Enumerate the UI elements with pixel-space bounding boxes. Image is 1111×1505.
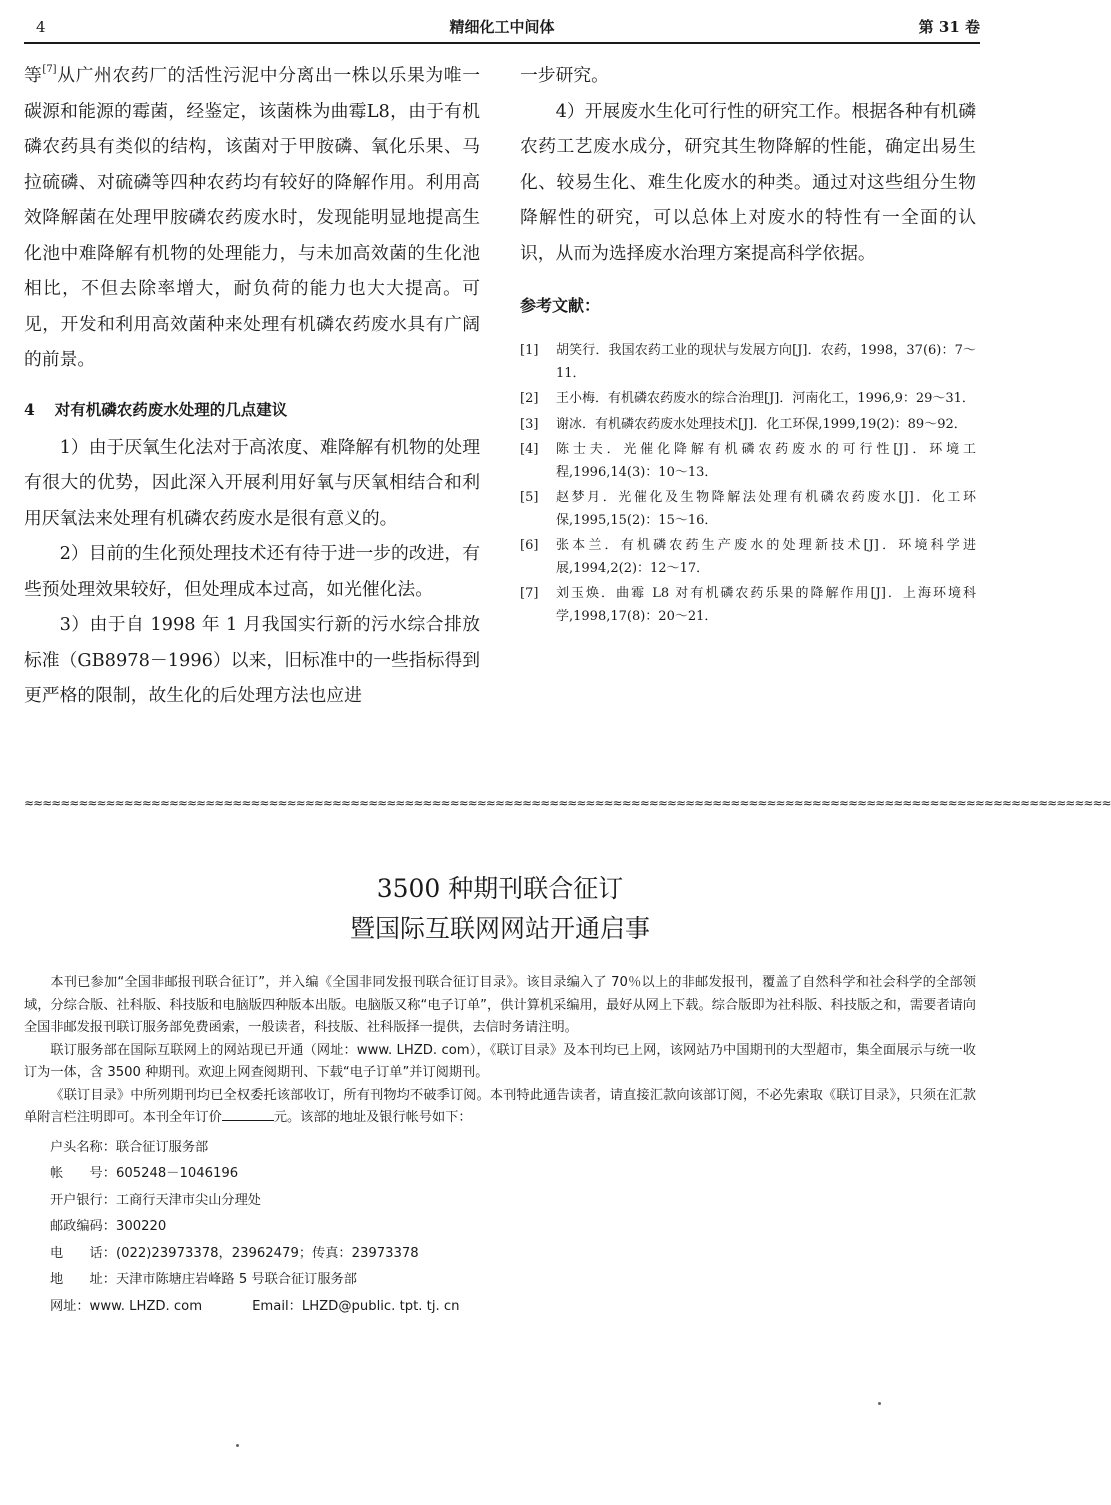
notice-paragraph-3 xyxy=(24,1085,976,1130)
address-row xyxy=(50,1267,976,1294)
reference-text: 赵梦月．光催化及生物降解法处理有机磷农药废水[J]．化工环保,1995,15(2)：15～16． xyxy=(556,490,976,528)
reference-item xyxy=(520,340,976,385)
reference-text: 王小梅．有机磷农药废水的综合治理[J]．河南化工，1996,9：29～31． xyxy=(556,391,975,406)
reference-text: 刘玉焕．曲霉 L8 对有机磷农药乐果的降解作用[J]．上海环境科学,1998,17(8)：20～21． xyxy=(556,586,976,624)
reference-text: 陈士夫．光催化降解有机磷农药废水的可行性[J]．环境工程,1996,14(3)：10～13． xyxy=(556,442,976,480)
volume-label: 第 31 卷 xyxy=(918,18,980,36)
suggestion-3: 3）由于自 1998 年 1 月我国实行新的污水综合排放标准（GB8978－1996）以来，旧标准中的一些指标得到更严格的限制，故生化的后处理方法也应进 xyxy=(24,614,480,706)
paragraph-fungus xyxy=(24,58,480,378)
phone-label: 电 话： xyxy=(50,1245,116,1261)
reference-number: [3] xyxy=(520,416,539,432)
scan-speck xyxy=(236,1444,239,1447)
email-text: Email：LHZD@public. tpt. tj. cn xyxy=(252,1298,460,1314)
section-heading xyxy=(24,398,480,422)
reference-text: 谢冰．有机磷农药废水处理技术[J]．化工环保,1999,19(2)：89～92． xyxy=(556,416,967,432)
website-text: 网址：www. LHZD. com xyxy=(50,1298,203,1314)
reference-number: [2] xyxy=(520,391,539,406)
reference-item xyxy=(520,388,976,411)
citation-superscript: [7] xyxy=(42,64,57,75)
reference-item xyxy=(520,583,976,628)
right-column xyxy=(520,58,976,631)
account-name-row: 户头名称：联合征订服务部 xyxy=(50,1139,209,1155)
price-blank xyxy=(222,1109,274,1121)
scan-speck xyxy=(878,1402,881,1405)
header-rule xyxy=(24,42,980,44)
reference-item xyxy=(520,487,976,532)
address-label: 地 址： xyxy=(50,1272,116,1287)
suggestion-2: 2）目前的生化预处理技术还有待于进一步的改进，有些预处理效果较好，但处理成本过高，如光催化法。 xyxy=(24,543,480,600)
page-number: 4 xyxy=(36,18,46,36)
reference-number: [7] xyxy=(520,586,539,601)
section-title: 对有机磷农药废水处理的几点建议 xyxy=(54,399,288,419)
account-number-row xyxy=(50,1161,976,1188)
postcode-row: 邮政编码：300220 xyxy=(50,1219,167,1234)
notice-title-line1: 3500 种期刊联合征订 xyxy=(376,874,624,903)
paragraph-fungus-text: 从广州农药厂的活性污泥中分离出一株以乐果为唯一碳源和能源的霉菌，经鉴定，该菌株为曲霉L8，由于有机磷农药具有类似的结构，该菌对于甲胺磷、氧化乐果、马拉硫磷、对硫磷等四种农药均有较好的降解作用。利用高效降解菌在处理甲胺磷农药废水时，发现能明显地提高生化池中难降解有机物的处理能力，与未加高效菌的生化池相比，不但去除率增大，耐负荷的能力也大大提高。可见，开发和利用高效菌种来处理有机磷农药废水具有广阔的前景。 xyxy=(24,65,480,370)
left-column xyxy=(24,58,480,714)
notice-title-line2: 暨国际互联网网站开通启事 xyxy=(349,914,650,943)
decorative-divider: ≈≈≈≈≈≈≈≈≈≈≈≈≈≈≈≈≈≈≈≈≈≈≈≈≈≈≈≈≈≈≈≈≈≈≈≈≈≈≈≈≈≈≈≈≈≈≈≈≈≈≈≈≈≈≈≈≈≈≈≈≈≈≈≈≈≈≈≈≈≈≈≈≈≈≈≈≈≈≈≈≈≈≈≈≈≈≈≈≈≈≈≈≈≈≈≈≈≈≈≈≈≈≈≈≈≈≈≈≈≈≈≈≈≈≈≈≈≈≈≈ xyxy=(24,796,1111,810)
reference-list xyxy=(520,340,976,628)
references-heading: 参考文献： xyxy=(520,296,601,315)
notice-body xyxy=(24,972,976,1320)
reference-text: 胡笑行．我国农药工业的现状与发展方向[J]．农药，1998，37(6)：7～11． xyxy=(556,343,976,381)
notice-paragraph-3-end: 元。该部的地址及银行帐号如下： xyxy=(273,1110,472,1125)
notice-paragraph-2: 联订服务部在国际互联网上的网站现已开通（网址：www. LHZD. com），《联订目录》及本刊均已上网，该网站乃中国期刊的大型超市，集全面展示与统一收订为一体，含 3500 种期刊。欢迎上网查阅期刊、下载“电子订单”并订阅期刊。 xyxy=(24,1042,976,1080)
reference-number: [1] xyxy=(520,343,539,358)
account-info xyxy=(50,1135,976,1321)
account-number-value: 605248－1046196 xyxy=(115,1166,239,1181)
reference-item xyxy=(520,414,976,437)
journal-name: 精细化工中间体 xyxy=(449,18,555,36)
suggestion-3-continued: 一步研究。 xyxy=(520,65,609,86)
bank-row: 开户银行：工商行天津市尖山分理处 xyxy=(50,1192,261,1208)
paragraph-fungus-lead: 等 xyxy=(24,65,43,86)
phone-value: (022)23973378，23962479；传真：23973378 xyxy=(115,1245,419,1261)
reference-number: [6] xyxy=(520,538,539,553)
suggestion-1: 1）由于厌氧生化法对于高浓度、难降解有机物的处理有很大的优势，因此深入开展利用好氧与厌氧相结合和利用厌氧法来处理有机磷农药废水是很有意义的。 xyxy=(24,436,480,529)
reference-item xyxy=(520,535,976,580)
reference-item xyxy=(520,439,976,484)
notice-paragraph-3-text: 《联订目录》中所列期刊均已全权委托该部收订，所有刊物均不破季订阅。本刊特此通告读者，请直接汇款向该部订阅，不必先索取《联订目录》，只须在汇款单附言栏注明即可。本刊全年订价 xyxy=(24,1087,976,1125)
section-number: 4 xyxy=(24,399,35,419)
reference-number: [4] xyxy=(520,442,539,457)
web-contact-row xyxy=(50,1294,976,1321)
address-value: 天津市陈塘庄岩峰路 5 号联合征订服务部 xyxy=(115,1272,357,1287)
reference-number: [5] xyxy=(520,490,539,505)
account-number-label: 帐 号： xyxy=(50,1166,116,1181)
reference-text: 张本兰．有机磷农药生产废水的处理新技术[J]．环境科学进展,1994,2(2)：12～17． xyxy=(556,538,976,576)
page-header xyxy=(24,14,980,44)
phone-row xyxy=(50,1241,976,1268)
suggestion-4: 4）开展废水生化可行性的研究工作。根据各种有机磷农药工艺废水成分，研究其生物降解的性能，确定出易生化、较易生化、难生化废水的种类。通过对这些组分生物降解性的研究，可以总体上对废水的特性有一全面的认识，从而为选择废水治理方案提高科学依据。 xyxy=(520,100,976,264)
notice-paragraph-1: 本刊已参加“全国非邮报刊联合征订”，并入编《全国非同发报刊联合征订目录》。该目录编入了 70％以上的非邮发报刊，覆盖了自然科学和社会科学的全部领域，分综合版、社科版、科技版和电脑版四种版本出版。电脑版又称“电子订单”，供计算机采编用，最好从网上下载。综合版即为社科版、科技版之和，需要者请向全国非邮发报刊联订服务部免费函索，一般读者，科技版、社科版择一提供，去信时务请注明。 xyxy=(24,975,976,1035)
